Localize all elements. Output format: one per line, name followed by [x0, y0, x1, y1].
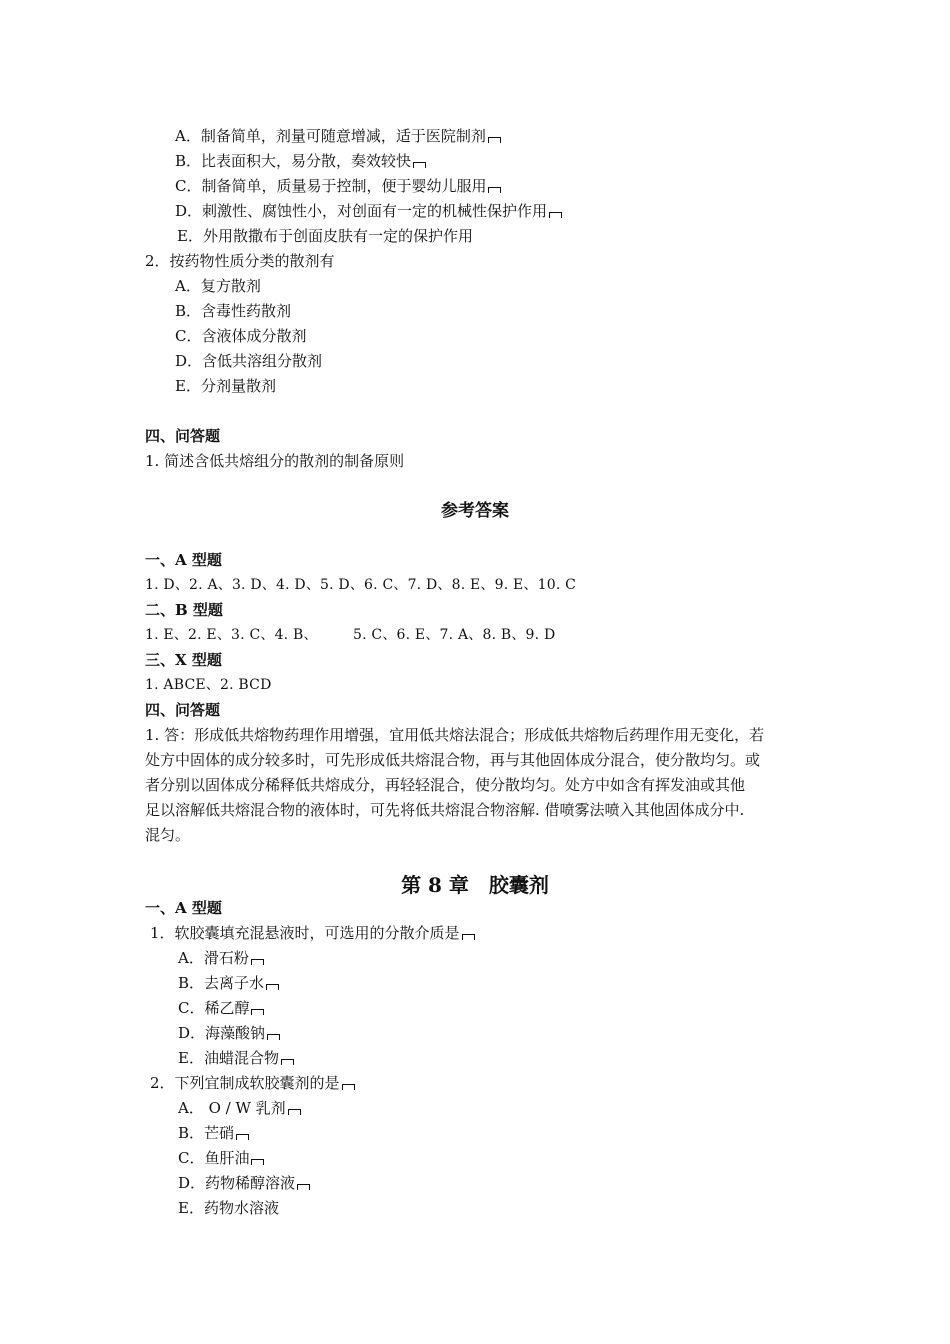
option-text: E．油蜡混合物: [178, 1049, 279, 1067]
answer-mark-icon: [342, 1084, 355, 1090]
option-text: B．去离子水: [178, 974, 265, 992]
option-line: [175, 150, 426, 172]
option-text: D．海藻酸钠: [178, 1024, 266, 1042]
section-heading: 四、问答题: [145, 427, 221, 445]
answer-mark-icon: [288, 1109, 301, 1115]
option-text: C．稀乙醇: [178, 999, 250, 1017]
option-line: E．分剂量散剂: [175, 377, 276, 395]
answer-mark-icon: [251, 959, 264, 965]
option-text: E．药物水溶液: [178, 1199, 279, 1217]
question-line: [150, 922, 475, 944]
option-text: C．鱼肝油: [178, 1149, 250, 1167]
section-heading: 一、A 型题: [145, 899, 222, 917]
chapter-title: 第 8 章 胶囊剂: [401, 873, 549, 897]
answer-mark-icon: [251, 1159, 264, 1165]
answer-mark-icon: [488, 187, 501, 193]
option-line: [177, 225, 473, 247]
option-line: [178, 1122, 249, 1144]
option-text: A．滑石粉: [178, 949, 249, 967]
answer-paragraph-line: 足以溶解低共熔混合物的液体时，可先将低共熔混合物溶解. 借喷雾法喷入其他固体成分中.: [145, 801, 745, 819]
option-line: [178, 997, 264, 1019]
answer-line: 1. D、2. A、3. D、4. D、5. D、6. C、7. D、8. E、9. E、10. C: [145, 577, 577, 593]
option-line: D．含低共溶组分散剂: [175, 352, 323, 370]
option-line: [178, 1047, 294, 1069]
option-line: [178, 1172, 310, 1194]
option-line: [178, 1022, 280, 1044]
answer-mark-icon: [297, 1184, 310, 1190]
answer-line: 1. ABCE、2. BCD: [145, 677, 272, 693]
option-text: A． O / W 乳剂: [178, 1099, 286, 1117]
option-text: D．刺激性、腐蚀性小，对创面有一定的机械性保护作用: [175, 202, 548, 220]
option-text: B．芒硝: [178, 1124, 235, 1142]
answer-mark-icon: [251, 1009, 264, 1015]
answer-paragraph-line: 1. 答：形成低共熔物药理作用增强，宜用低共熔法混合；形成低共熔物后药理作用无变化，若: [145, 726, 765, 744]
answer-mark-icon: [267, 1034, 280, 1040]
section-heading: 二、B 型题: [145, 601, 223, 619]
answer-paragraph-line: 混匀。: [145, 826, 191, 844]
answer-paragraph-line: 者分别以固体成分稀释低共熔成分，再轻轻混合，使分散均匀。处方中如含有挥发油或其他: [145, 776, 746, 794]
option-line: [178, 1197, 279, 1219]
option-text: E．外用散撒布于创面皮肤有一定的保护作用: [177, 227, 473, 245]
option-line: [175, 125, 501, 147]
answer-line: 5. C、6. E、7. A、8. B、9. D: [353, 627, 556, 643]
option-text: A．制备简单，剂量可随意增减，适于医院制剂: [175, 127, 486, 145]
answer-mark-icon: [549, 212, 562, 218]
answer-mark-icon: [462, 934, 475, 940]
answer-mark-icon: [236, 1134, 249, 1140]
question-stem: 1．软胶囊填充混悬液时，可选用的分散介质是: [150, 924, 460, 942]
question-stem: 2．下列宜制成软胶囊剂的是: [150, 1074, 340, 1092]
answer-mark-icon: [488, 137, 501, 143]
question-line: [150, 1072, 355, 1094]
answers-title: 参考答案: [441, 501, 509, 521]
answer-mark-icon: [413, 162, 426, 168]
option-line: [178, 1147, 264, 1169]
option-line: [175, 200, 562, 222]
option-line: B．含毒性药散剂: [175, 302, 292, 320]
option-line: [178, 947, 264, 969]
question-stem: 2．按药物性质分类的散剂有: [145, 252, 335, 270]
section-heading: 一、A 型题: [145, 551, 222, 569]
answer-mark-icon: [281, 1059, 294, 1065]
section-heading: 三、X 型题: [145, 651, 222, 669]
option-line: [175, 175, 501, 197]
option-text: B．比表面积大，易分散，奏效较快: [175, 152, 412, 170]
option-line: A．复方散剂: [175, 277, 261, 295]
question-stem: 1. 简述含低共熔组分的散剂的制备原则: [145, 452, 405, 470]
section-heading: 四、问答题: [145, 701, 221, 719]
answer-line: 1. E、2. E、3. C、4. B、: [145, 627, 318, 643]
option-line: [178, 972, 279, 994]
option-text: C．制备简单，质量易于控制，便于婴幼儿服用: [175, 177, 487, 195]
answer-paragraph-line: 处方中固体的成分较多时，可先形成低共熔混合物，再与其他固体成分混合，使分散均匀。或: [145, 751, 761, 769]
option-line: [178, 1097, 301, 1119]
answer-mark-icon: [266, 984, 279, 990]
option-line: C．含液体成分散剂: [175, 327, 307, 345]
option-text: D．药物稀醇溶液: [178, 1174, 296, 1192]
